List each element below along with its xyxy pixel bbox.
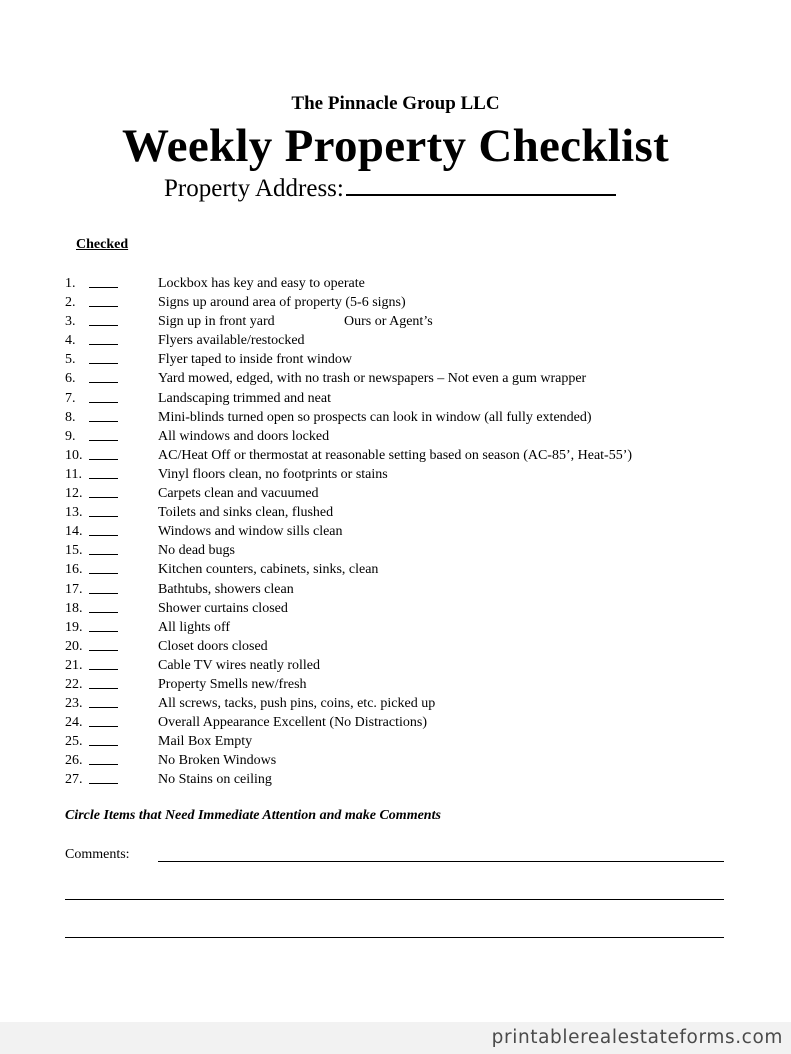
property-address-blank[interactable]: [346, 172, 616, 196]
checklist-item: [65, 541, 765, 560]
checked-column-heading: Checked: [76, 237, 129, 252]
property-address-label: Property Address:: [164, 175, 344, 202]
checklist-item: [65, 427, 765, 446]
check-blank[interactable]: [89, 497, 118, 498]
checklist-item: [65, 522, 765, 541]
checklist-item: [65, 312, 765, 331]
checklist-item: [65, 350, 765, 369]
check-blank[interactable]: [89, 669, 118, 670]
item-number: 4.: [65, 333, 76, 349]
check-blank[interactable]: [89, 478, 118, 479]
checklist-item: [65, 465, 765, 484]
item-description: Cable TV wires neatly rolled: [158, 657, 320, 673]
checklist-item: [65, 713, 765, 732]
check-blank[interactable]: [89, 421, 118, 422]
item-description: Bathtubs, showers clean: [158, 581, 294, 597]
item-number: 15.: [65, 543, 83, 559]
checklist-item: [65, 389, 765, 408]
item-description: All screws, tacks, push pins, coins, etc. picked up: [158, 696, 436, 712]
item-number: 11.: [65, 466, 82, 482]
item-number: 25.: [65, 734, 83, 750]
item-description: Sign up in front yard: [158, 314, 275, 330]
check-blank[interactable]: [89, 688, 118, 689]
checklist-item: [65, 560, 765, 579]
check-blank[interactable]: [89, 631, 118, 632]
item-description: No dead bugs: [158, 543, 235, 559]
check-blank[interactable]: [89, 612, 118, 613]
check-blank[interactable]: [89, 440, 118, 441]
checklist-item: [65, 732, 765, 751]
item-description: Vinyl floors clean, no footprints or stains: [158, 466, 388, 482]
checklist-item: [65, 369, 765, 388]
item-number: 14.: [65, 524, 83, 540]
item-description: Mail Box Empty: [158, 734, 253, 750]
item-number: 6.: [65, 371, 76, 387]
check-blank[interactable]: [89, 344, 118, 345]
item-number: 8.: [65, 409, 76, 425]
item-description: Flyer taped to inside front window: [158, 352, 353, 368]
item-description: Kitchen counters, cabinets, sinks, clean: [158, 562, 379, 578]
check-blank[interactable]: [89, 764, 118, 765]
site-watermark: printablerealestateforms.com: [491, 1027, 783, 1048]
check-blank[interactable]: [89, 573, 118, 574]
check-blank[interactable]: [89, 402, 118, 403]
item-description: Toilets and sinks clean, flushed: [158, 505, 334, 521]
checklist-item: [65, 503, 765, 522]
checklist-item: [65, 694, 765, 713]
item-number: 21.: [65, 657, 83, 673]
item-description: No Broken Windows: [158, 753, 277, 769]
footer-bar: [0, 1022, 791, 1054]
item-description: Landscaping trimmed and neat: [158, 390, 331, 406]
item-description: Mini-blinds turned open so prospects can look in window (all fully extended): [158, 409, 592, 425]
check-blank[interactable]: [89, 287, 118, 288]
check-blank[interactable]: [89, 459, 118, 460]
property-address-field[interactable]: [164, 172, 616, 205]
item-number: 16.: [65, 562, 83, 578]
item-number: 13.: [65, 505, 83, 521]
item-description: Lockbox has key and easy to operate: [158, 276, 365, 291]
item-number: 27.: [65, 772, 83, 788]
comments-line-3[interactable]: [65, 937, 724, 938]
page-title: Weekly Property Checklist: [121, 120, 670, 172]
comments-line-1[interactable]: [158, 861, 724, 862]
check-blank[interactable]: [89, 783, 118, 784]
item-number: 26.: [65, 753, 83, 769]
checklist-item: [65, 618, 765, 637]
item-description: All windows and doors locked: [158, 428, 330, 444]
checklist-item: [65, 599, 765, 618]
checklist-item: [65, 293, 765, 312]
item-number: 19.: [65, 619, 83, 635]
comments-line-2[interactable]: [65, 899, 724, 900]
checklist-item: [65, 580, 765, 599]
item-number: 20.: [65, 638, 83, 654]
checklist-item: [65, 408, 765, 427]
checklist: [65, 274, 765, 790]
check-blank[interactable]: [89, 554, 118, 555]
item-number: 10.: [65, 447, 83, 463]
checklist-item: [65, 446, 765, 465]
item-number: 3.: [65, 314, 76, 330]
item-number: 24.: [65, 715, 83, 731]
item-description: Shower curtains closed: [158, 600, 288, 616]
item-number: 17.: [65, 581, 83, 597]
item-number: 12.: [65, 486, 83, 502]
item-description: Yard mowed, edged, with no trash or newspapers – Not even a gum wrapper: [158, 371, 587, 387]
check-blank[interactable]: [89, 363, 118, 364]
item-description: No Stains on ceiling: [158, 772, 272, 788]
item-number: 5.: [65, 352, 76, 368]
check-blank[interactable]: [89, 382, 118, 383]
item-number: 7.: [65, 390, 76, 406]
check-blank[interactable]: [89, 707, 118, 708]
item-number: 22.: [65, 676, 83, 692]
check-blank[interactable]: [89, 306, 118, 307]
item-description: Overall Appearance Excellent (No Distractions): [158, 715, 428, 731]
item-extra-note: Ours or Agent’s: [344, 314, 433, 330]
item-number: 1.: [65, 276, 76, 291]
checklist-item: [65, 656, 765, 675]
checklist-item: [65, 770, 765, 789]
item-description: Closet doors closed: [158, 638, 268, 654]
check-blank[interactable]: [89, 516, 118, 517]
checklist-item: [65, 751, 765, 770]
checklist-item: [65, 274, 765, 293]
circle-items-instruction: Circle Items that Need Immediate Attention and make Comments: [65, 808, 441, 823]
checklist-item: [65, 484, 765, 503]
item-description: AC/Heat Off or thermostat at reasonable setting based on season (AC-85’, Heat-55’): [158, 447, 633, 463]
comments-label: Comments:: [65, 847, 130, 862]
item-description: All lights off: [158, 619, 231, 635]
item-description: Signs up around area of property (5-6 signs): [158, 295, 406, 311]
item-description: Windows and window sills clean: [158, 524, 343, 540]
item-description: Flyers available/restocked: [158, 333, 305, 349]
company-name: The Pinnacle Group LLC: [291, 93, 500, 114]
check-blank[interactable]: [89, 535, 118, 536]
item-description: Carpets clean and vacuumed: [158, 486, 319, 502]
check-blank[interactable]: [89, 650, 118, 651]
check-blank[interactable]: [89, 325, 118, 326]
check-blank[interactable]: [89, 745, 118, 746]
item-description: Property Smells new/fresh: [158, 676, 307, 692]
check-blank[interactable]: [89, 593, 118, 594]
item-number: 9.: [65, 428, 76, 444]
item-number: 23.: [65, 696, 83, 712]
checklist-item: [65, 637, 765, 656]
checklist-item: [65, 331, 765, 350]
checklist-item: [65, 675, 765, 694]
item-number: 2.: [65, 295, 76, 311]
item-number: 18.: [65, 600, 83, 616]
check-blank[interactable]: [89, 726, 118, 727]
